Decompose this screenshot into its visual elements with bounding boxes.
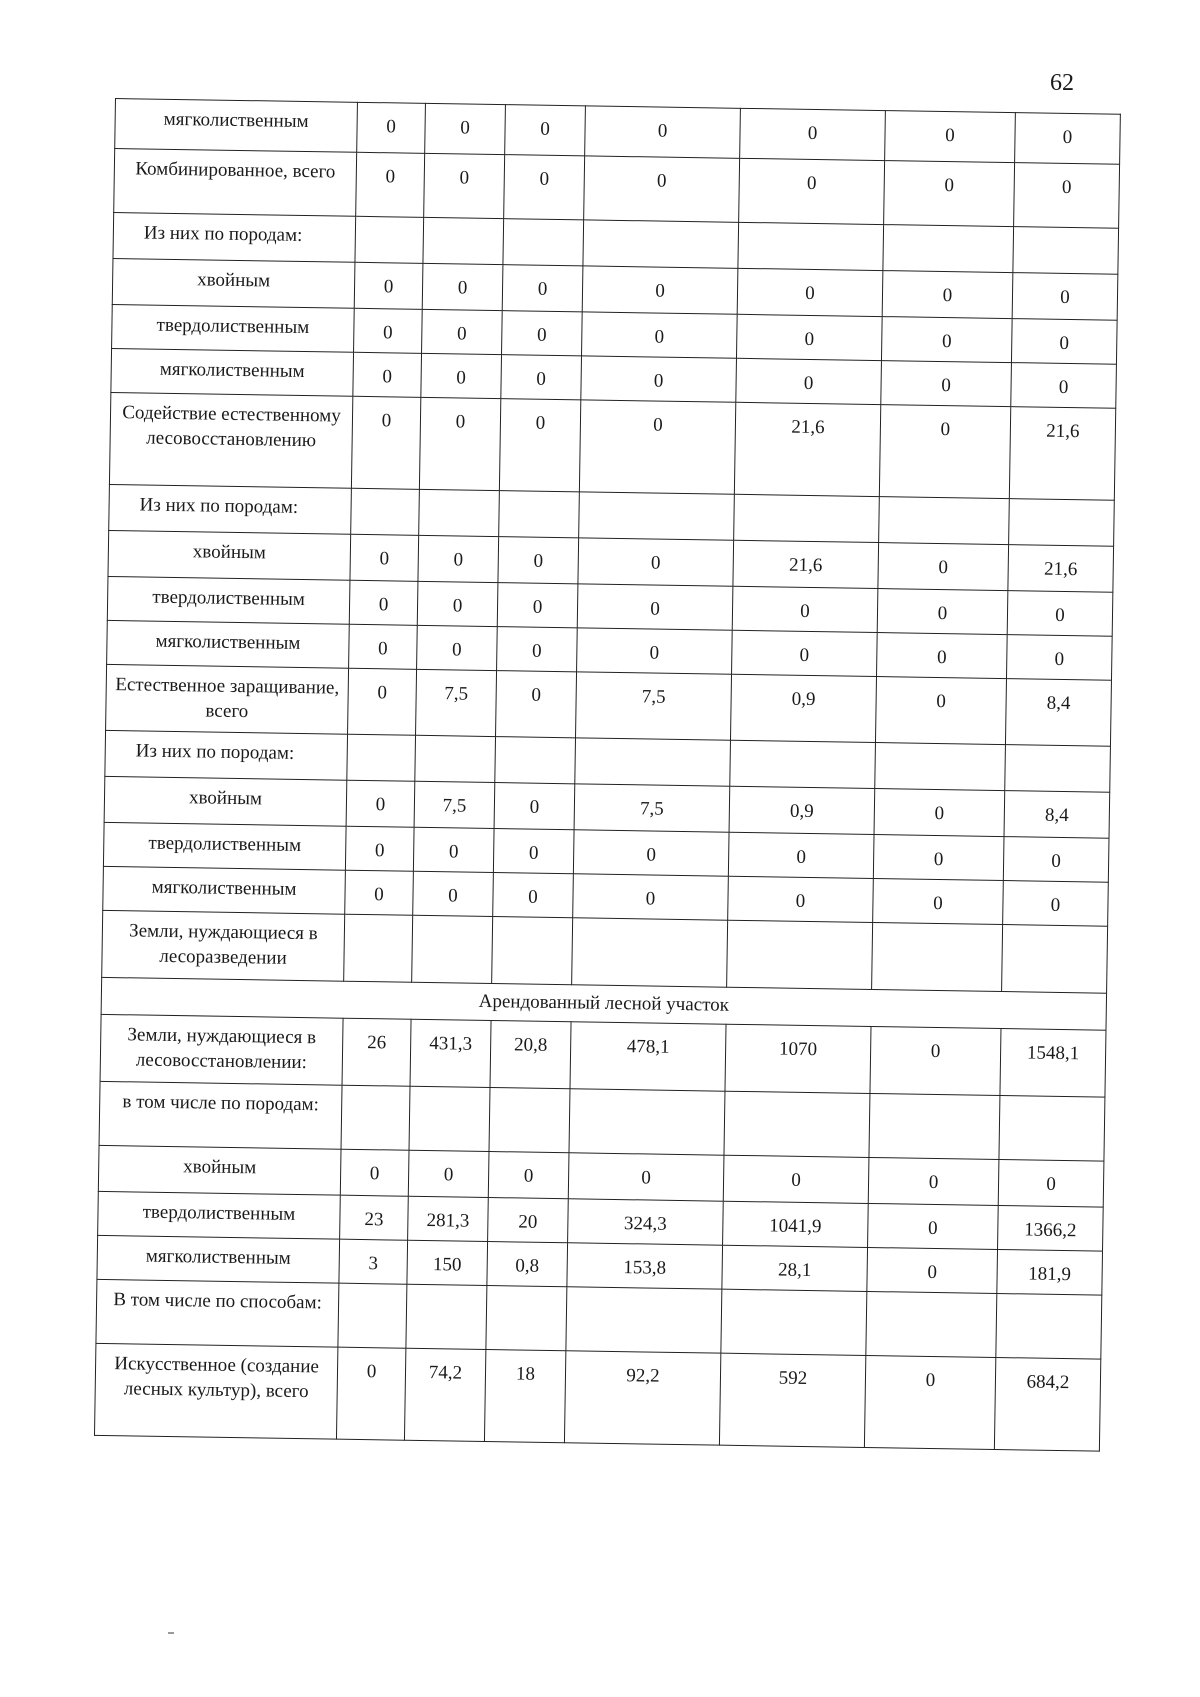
table-cell <box>879 497 1010 545</box>
row-label: Из них по породам: <box>105 731 348 781</box>
table-cell: 0 <box>497 627 578 672</box>
row-label: твердолиственным <box>103 823 346 871</box>
table-cell: 431,3 <box>410 1020 491 1088</box>
table-cell: 23 <box>340 1195 409 1240</box>
table-cell: 0 <box>356 152 425 217</box>
table-cell: 0 <box>350 534 419 581</box>
table-cell <box>489 1087 570 1152</box>
table-cell: 0 <box>422 309 503 354</box>
table-cell: 26 <box>342 1019 411 1086</box>
table-cell: 21,6 <box>734 402 880 496</box>
table-cell: 0 <box>577 584 733 630</box>
forest-table-container <box>94 98 1120 1451</box>
row-label: хвойным <box>104 777 347 827</box>
table-cell <box>347 735 416 782</box>
table-cell: 0 <box>351 396 420 489</box>
row-label: В том числе по способам: <box>96 1279 339 1347</box>
table-cell <box>486 1285 567 1350</box>
table-cell: 0 <box>1006 635 1112 681</box>
table-cell: 0 <box>585 106 741 158</box>
table-cell: 0 <box>1003 881 1109 927</box>
table-cell: 0 <box>882 271 1013 319</box>
table-cell: 7,5 <box>574 784 730 832</box>
table-cell <box>419 489 500 536</box>
table-cell <box>423 217 504 264</box>
table-cell: 0 <box>737 268 883 316</box>
table-cell <box>869 1093 1000 1159</box>
table-cell: 0 <box>573 874 729 920</box>
table-row <box>109 392 1115 500</box>
table-cell: 0 <box>408 1150 489 1197</box>
table-cell <box>724 1091 870 1157</box>
table-cell: 0 <box>739 158 885 224</box>
table-cell <box>499 491 580 538</box>
table-cell: 0 <box>867 1247 998 1293</box>
table-cell <box>999 1095 1105 1161</box>
table-cell: 0 <box>582 266 738 314</box>
table-cell: 0 <box>878 543 1009 591</box>
table-cell: 0 <box>340 1149 409 1196</box>
table-cell: 0 <box>740 108 886 160</box>
table-cell: 0 <box>998 1159 1104 1207</box>
row-label: мягколиственным <box>97 1235 340 1283</box>
table-cell: 0 <box>877 633 1008 679</box>
table-row <box>94 1343 1100 1451</box>
table-cell: 0 <box>728 877 874 923</box>
table-cell: 0 <box>348 668 417 735</box>
table-cell <box>1009 499 1115 547</box>
row-label: мягколиственным <box>115 99 358 153</box>
row-label: мягколиственным <box>111 348 354 396</box>
table-cell: 0 <box>584 156 740 222</box>
table-cell: 0 <box>1003 837 1109 883</box>
table-cell: 0 <box>732 586 878 632</box>
table-cell: 1070 <box>725 1025 871 1094</box>
table-cell: 8,4 <box>1004 791 1110 839</box>
table-cell: 0 <box>502 265 583 312</box>
table-cell: 0 <box>418 535 499 582</box>
table-cell: 0 <box>581 356 737 402</box>
row-label: Содействие естественному лесовосстановлению <box>109 392 352 488</box>
table-cell: 0 <box>497 583 578 628</box>
table-cell: 0 <box>336 1347 405 1440</box>
row-label: мягколиственным <box>107 620 350 668</box>
row-label: твердолиственным <box>107 576 350 624</box>
table-cell: 0 <box>728 833 874 879</box>
table-cell: 0 <box>568 1153 724 1201</box>
table-cell: 0 <box>1011 319 1117 365</box>
table-cell: 0 <box>421 353 502 398</box>
table-cell <box>351 488 420 535</box>
table-cell: 0 <box>499 399 580 492</box>
table-cell: 0 <box>346 781 415 828</box>
table-cell: 0,9 <box>730 674 876 743</box>
table-cell <box>503 219 584 266</box>
table-cell: 0 <box>357 102 426 153</box>
table-cell: 21,6 <box>733 540 879 588</box>
table-cell: 1366,2 <box>998 1205 1104 1251</box>
table-cell: 0 <box>732 630 878 676</box>
table-cell: 0 <box>496 671 577 739</box>
table-body-top <box>102 99 1121 993</box>
table-cell: 0 <box>488 1151 569 1198</box>
table-cell <box>1013 227 1119 275</box>
table-cell: 28,1 <box>722 1245 868 1291</box>
table-cell: 0 <box>877 589 1008 635</box>
table-cell <box>875 743 1006 791</box>
table-cell: 0 <box>354 262 423 309</box>
table-cell: 0 <box>736 314 882 360</box>
table-cell <box>566 1287 722 1353</box>
table-cell <box>412 916 493 984</box>
table-cell: 0 <box>345 871 414 916</box>
scan-speck <box>168 1632 174 1634</box>
row-label: Естественное заращивание, всего <box>106 664 349 734</box>
table-cell: 0 <box>870 1027 1001 1095</box>
table-cell: 0 <box>879 405 1010 499</box>
table-cell: 0 <box>417 625 498 670</box>
row-label: в том числе по породам: <box>99 1081 342 1149</box>
table-cell: 0 <box>422 263 503 310</box>
table-cell <box>872 923 1003 991</box>
table-cell <box>866 1291 997 1357</box>
table-cell <box>495 737 576 784</box>
table-cell: 0 <box>736 358 882 404</box>
table-cell: 74,2 <box>404 1348 485 1441</box>
table-cell: 0 <box>424 153 505 218</box>
table-cell: 0 <box>498 537 579 584</box>
table-body-bottom <box>94 1015 1105 1451</box>
table-cell <box>996 1293 1102 1359</box>
table-cell: 18 <box>484 1349 565 1442</box>
table-cell: 0 <box>413 828 494 873</box>
row-label: Земли, нуждающиеся в лесовосстановлении: <box>100 1015 343 1085</box>
row-label: хвойным <box>98 1145 341 1195</box>
table-cell <box>572 918 728 987</box>
table-cell: 0 <box>493 829 574 874</box>
table-cell <box>1005 745 1111 793</box>
table-cell: 0 <box>579 400 735 494</box>
table-cell: 684,2 <box>994 1357 1100 1451</box>
table-cell: 8,4 <box>1005 679 1111 747</box>
table-cell <box>734 494 880 542</box>
table-cell: 0 <box>582 312 738 358</box>
table-cell: 0 <box>1015 113 1121 165</box>
table-cell <box>730 741 876 789</box>
table-cell: 181,9 <box>997 1249 1103 1295</box>
page-number: 62 <box>1050 70 1074 96</box>
row-label: твердолиственным <box>112 304 355 352</box>
table-cell: 3 <box>339 1239 408 1284</box>
table-cell: 0 <box>868 1203 999 1249</box>
table-cell: 21,6 <box>1008 545 1114 593</box>
table-cell <box>409 1086 490 1151</box>
table-cell: 0 <box>425 103 506 154</box>
table-cell: 0 <box>723 1155 869 1203</box>
row-label: Из них по породам: <box>109 484 352 534</box>
forest-table <box>94 98 1121 1451</box>
table-cell: 0 <box>493 873 574 918</box>
table-cell <box>406 1284 487 1349</box>
table-cell <box>579 492 735 540</box>
table-cell: 20 <box>488 1197 569 1242</box>
table-cell: 0 <box>349 580 418 625</box>
table-cell <box>341 1085 410 1150</box>
row-label: Комбинированное, всего <box>114 149 357 217</box>
table-cell: 281,3 <box>408 1196 489 1241</box>
table-cell: 0 <box>505 105 586 156</box>
table-cell <box>1002 925 1108 993</box>
table-cell: 1548,1 <box>1000 1029 1106 1097</box>
table-cell: 0 <box>577 628 733 674</box>
table-cell: 0,9 <box>729 787 875 835</box>
table-cell: 0 <box>868 1157 999 1205</box>
table-cell <box>583 220 739 268</box>
table-cell <box>727 921 873 990</box>
table-cell: 0 <box>884 161 1015 227</box>
row-label: мягколиственным <box>103 867 346 915</box>
table-cell: 0 <box>875 677 1006 745</box>
table-cell: 0 <box>1011 363 1117 409</box>
table-cell: 0 <box>1014 163 1120 229</box>
table-cell: 0 <box>578 538 734 586</box>
row-label: твердолиственным <box>98 1191 341 1239</box>
table-cell: 0 <box>419 397 500 490</box>
row-label: Земли, нуждающиеся в лесоразведении <box>102 911 345 981</box>
table-cell: 0 <box>873 879 1004 925</box>
table-cell <box>738 222 884 270</box>
section-title: Арендованный лесной участок <box>101 977 1106 1030</box>
table-cell: 0 <box>502 311 583 356</box>
table-cell: 0 <box>874 789 1005 837</box>
table-cell: 0 <box>1007 591 1113 637</box>
table-cell <box>492 917 573 985</box>
table-cell: 0 <box>413 872 494 917</box>
table-cell: 0 <box>354 308 423 353</box>
table-cell: 0 <box>873 835 1004 881</box>
table-cell: 20,8 <box>490 1021 571 1089</box>
table-cell: 92,2 <box>564 1351 720 1445</box>
table-cell: 478,1 <box>570 1022 726 1091</box>
table-cell: 0 <box>349 624 418 669</box>
table-cell: 0 <box>353 352 422 397</box>
table-cell: 0 <box>504 155 585 220</box>
table-cell: 592 <box>719 1353 865 1447</box>
table-cell: 324,3 <box>568 1199 724 1245</box>
table-cell: 0 <box>885 111 1016 163</box>
table-cell: 0 <box>881 361 1012 407</box>
table-cell: 1041,9 <box>723 1201 869 1247</box>
table-cell: 21,6 <box>1009 407 1115 501</box>
table-cell <box>569 1089 725 1155</box>
table-cell <box>575 738 731 786</box>
table-cell: 0 <box>864 1355 995 1449</box>
table-cell <box>415 736 496 783</box>
row-label: Искусственное (создание лесных культур), всего <box>94 1343 337 1439</box>
table-cell: 0 <box>501 355 582 400</box>
table-cell: 0 <box>494 783 575 830</box>
table-cell <box>355 216 424 263</box>
table-cell <box>883 225 1014 273</box>
table-cell <box>721 1289 867 1355</box>
table-cell: 7,5 <box>416 669 497 737</box>
table-cell: 7,5 <box>414 782 495 829</box>
table-cell: 0 <box>573 830 729 876</box>
row-label: хвойным <box>112 258 355 308</box>
table-cell <box>344 915 413 982</box>
table-cell: 0 <box>881 317 1012 363</box>
row-label: хвойным <box>108 530 351 580</box>
table-cell: 0,8 <box>487 1241 568 1286</box>
row-label: Из них по породам: <box>113 212 356 262</box>
table-cell: 0 <box>1012 273 1118 321</box>
table-cell: 7,5 <box>576 672 732 741</box>
table-cell: 150 <box>407 1240 488 1285</box>
table-cell: 0 <box>345 827 414 872</box>
table-cell: 153,8 <box>567 1243 723 1289</box>
table-cell <box>338 1283 407 1348</box>
table-cell: 0 <box>417 581 498 626</box>
